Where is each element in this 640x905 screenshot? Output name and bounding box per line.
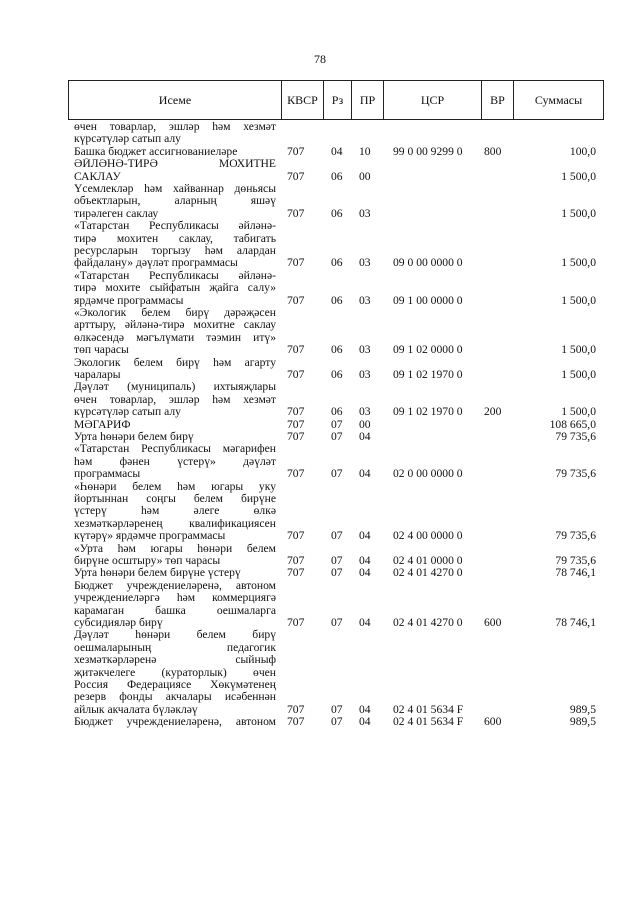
row-pr: 10 — [359, 144, 371, 158]
header-csr: ЦСР — [384, 81, 482, 119]
row-name-line: күрсәтүләр сатып алу — [74, 406, 181, 419]
row-csr: 02 4 01 5634 F — [393, 702, 464, 716]
row-rz: 06 — [331, 405, 343, 419]
row-name-line: «Һөнәри белем һәм югары уку — [74, 480, 276, 493]
table-row — [74, 357, 604, 382]
row-sum: 1 500,0 — [561, 169, 596, 183]
row-sum: 989,5 — [569, 702, 596, 716]
row-name-line: «Татарстан Республикасы әйләнә- — [74, 269, 276, 282]
row-rz: 04 — [331, 144, 343, 158]
row-pr: 03 — [359, 256, 371, 270]
row-name — [74, 220, 276, 270]
row-csr: 99 0 00 9299 0 — [393, 144, 463, 158]
row-name-line: программасы — [74, 468, 141, 481]
header-rz: Рз — [324, 81, 352, 119]
row-name — [74, 481, 276, 543]
row-name-line: күтәрү» ярдәмче программасы — [74, 530, 226, 543]
row-sum: 79 735,6 — [555, 554, 596, 567]
row-csr: 09 1 00 0000 0 — [393, 293, 463, 307]
row-csr: 02 4 00 0000 0 — [393, 529, 463, 543]
row-rz: 06 — [331, 368, 343, 381]
row-kvsr: 707 — [287, 368, 305, 381]
row-name-line: САКЛАУ — [74, 170, 121, 183]
row-kvsr: 707 — [287, 430, 305, 443]
row-kvsr: 707 — [287, 405, 305, 419]
header-sum: Суммасы — [534, 93, 583, 107]
table-row — [74, 629, 604, 716]
row-rz: 07 — [331, 430, 343, 443]
row-name-line: Урта һөнәри белем бирүне үстерү — [74, 567, 241, 580]
table-row — [74, 580, 604, 630]
row-sum: 1 500,0 — [561, 368, 596, 381]
row-name-line: айлык акчалата бүләкләү — [74, 703, 198, 716]
row-kvsr: 707 — [287, 256, 305, 270]
row-rz: 06 — [331, 206, 343, 220]
row-name-line: учреждениеләргә һәм коммерциягә — [74, 592, 276, 605]
row-kvsr: 707 — [287, 715, 305, 729]
row-rz: 06 — [331, 169, 343, 183]
row-rz: 07 — [331, 715, 343, 729]
row-name-line: «Татарстан Республикасы әйләнә- — [74, 220, 276, 233]
row-csr: 02 0 00 0000 0 — [393, 467, 463, 481]
table-row — [74, 716, 604, 728]
row-pr: 04 — [359, 529, 371, 543]
row-name-line: һәм фәнен үстерү» дәүләт — [74, 455, 276, 468]
row-kvsr: 707 — [287, 206, 305, 220]
row-sum: 79 735,6 — [555, 467, 596, 481]
table-row — [74, 443, 604, 480]
row-pr: 04 — [359, 616, 371, 629]
row-name-line: Урта һөнәри белем бирү — [74, 431, 194, 443]
row-pr: 03 — [359, 293, 371, 307]
table-header — [68, 80, 604, 120]
row-sum: 78 746,1 — [555, 616, 596, 629]
row-name-line: МӘГАРИФ — [74, 418, 131, 431]
table-row — [74, 183, 604, 220]
row-name-line: өчен товарлар, эшләр һәм хезмәт — [74, 121, 276, 133]
row-name-line: йортыннан соңгы белем бирүне — [74, 492, 276, 505]
row-name-line: ресурсларын торгызу һәм алардан — [74, 244, 276, 257]
row-pr: 00 — [359, 417, 371, 431]
row-name-line: тирә мохитен саклау, табигать — [74, 232, 276, 245]
row-rz: 07 — [331, 702, 343, 716]
row-name — [74, 270, 276, 307]
row-name-line: Бюджет учреждениеләренә, автоном — [74, 716, 276, 729]
row-name-line: ӘЙЛӘНӘ-ТИРӘ МОХИТНЕ — [74, 158, 276, 171]
header-name: Исеме — [69, 81, 282, 119]
row-name-line: арттыру, әйләнә-тирә мохитне саклау — [74, 319, 276, 332]
page-number: 78 — [314, 52, 326, 66]
row-pr: 04 — [359, 715, 371, 729]
row-kvsr: 707 — [287, 566, 305, 580]
row-pr: 03 — [359, 206, 371, 220]
row-name-line: Россия Федерациясе Хөкүмәтенең — [74, 678, 276, 691]
row-kvsr: 707 — [287, 417, 305, 431]
row-kvsr: 707 — [287, 529, 305, 543]
row-kvsr: 707 — [287, 616, 305, 629]
table-row — [74, 543, 604, 568]
table-row — [74, 220, 604, 270]
row-sum: 1 500,0 — [561, 343, 596, 357]
row-kvsr: 707 — [287, 169, 305, 183]
row-sum: 1 500,0 — [561, 256, 596, 270]
row-name-line: Бюджет учреждениеләренә, автоном — [74, 579, 276, 592]
row-kvsr: 707 — [287, 702, 305, 716]
row-kvsr: 707 — [287, 343, 305, 357]
row-csr: 02 4 01 5634 F — [393, 715, 464, 729]
row-rz: 07 — [331, 616, 343, 629]
row-vr: 600 — [484, 616, 502, 629]
row-csr: 02 4 01 4270 0 — [393, 566, 463, 580]
table-row — [74, 270, 604, 307]
table-row — [74, 121, 604, 146]
row-name-line: үстерү һәм әлеге өлкә — [74, 505, 276, 518]
row-name-line: өлкәсендә мәгълүмати тәэмин итү» — [74, 331, 276, 344]
row-name-line: Дәүләт һөнәри белем бирү — [74, 629, 276, 642]
header-kvsr: КВСР — [282, 81, 324, 119]
row-rz: 06 — [331, 256, 343, 270]
row-name-line: объектларын, аларның яшәү — [74, 195, 276, 208]
row-name-line: Башка бюджет ассигнованиеләре — [74, 145, 238, 158]
row-name — [74, 580, 276, 630]
row-csr: 02 4 01 4270 0 — [393, 616, 463, 629]
row-pr: 04 — [359, 554, 371, 567]
row-kvsr: 707 — [287, 467, 305, 481]
row-name-line: «Татарстан Республикасы мәгарифен — [74, 443, 276, 456]
row-vr: 800 — [484, 144, 502, 158]
row-rz: 07 — [331, 417, 343, 431]
row-name-line: оешмаларының педагогик — [74, 641, 276, 654]
row-name-line: «Урта һәм югары һөнәри белем — [74, 542, 276, 555]
row-name-line: Үсемлекләр һәм хайваннар дөньясы — [74, 183, 276, 195]
table-row — [74, 146, 604, 158]
row-name-line: карамаган башка оешмаларга — [74, 604, 276, 617]
row-name-line: Экологик белем бирү һәм агарту — [74, 356, 276, 369]
row-name — [74, 431, 276, 443]
table-row — [74, 481, 604, 543]
row-name — [74, 543, 276, 568]
row-name-line: резерв фонды акчалары исәбеннән — [74, 691, 276, 704]
row-name-line: файдалану» дәүләт программасы — [74, 257, 238, 270]
row-rz: 06 — [331, 343, 343, 357]
row-name — [74, 716, 276, 728]
row-pr: 00 — [359, 169, 371, 183]
row-rz: 07 — [331, 529, 343, 543]
row-pr: 04 — [359, 467, 371, 481]
row-sum: 989,5 — [569, 715, 596, 729]
row-pr: 03 — [359, 405, 371, 419]
row-kvsr: 707 — [287, 144, 305, 158]
row-name-line: чаралары — [74, 368, 121, 381]
row-name — [74, 381, 276, 418]
row-sum: 1 500,0 — [561, 405, 596, 419]
header-vr: ВР — [482, 81, 514, 119]
row-csr: 09 1 02 1970 0 — [393, 368, 463, 381]
row-pr: 04 — [359, 566, 371, 580]
table-row — [74, 381, 604, 418]
row-rz: 06 — [331, 293, 343, 307]
table-row — [74, 307, 604, 357]
row-pr: 04 — [359, 430, 371, 443]
row-rz: 07 — [331, 566, 343, 580]
row-pr: 04 — [359, 702, 371, 716]
row-name — [74, 357, 276, 382]
row-name — [74, 629, 276, 716]
row-name-line: ярдәмче программасы — [74, 294, 184, 307]
row-name — [74, 419, 276, 431]
row-name-line: җитәкчелеге (кураторлык) өчен — [74, 666, 276, 679]
row-name-line: хезмәткәрләренең квалификациясен — [74, 517, 276, 530]
row-name-line: өчен товарлар, эшләр һәм хезмәт — [74, 393, 276, 406]
row-vr: 200 — [484, 405, 502, 419]
row-name — [74, 567, 276, 579]
header-pr: ПР — [352, 81, 384, 119]
row-sum: 79 735,6 — [555, 529, 596, 543]
row-csr: 09 1 02 1970 0 — [393, 405, 463, 419]
table-row — [74, 158, 604, 183]
row-name — [74, 443, 276, 480]
row-name-line: «Экологик белем бирү дәрәҗәсен — [74, 307, 276, 319]
row-name-line: хезмәткәрләренә сыйныф — [74, 654, 276, 667]
row-csr: 02 4 01 0000 0 — [393, 554, 463, 567]
table-row — [74, 431, 604, 443]
row-rz: 07 — [331, 467, 343, 481]
row-name — [74, 307, 276, 357]
row-csr: 09 1 02 0000 0 — [393, 343, 463, 357]
row-name-line: тирәлеген саклау — [74, 207, 159, 220]
row-name-line: күрсәтүләр сатып алу — [74, 133, 181, 146]
row-kvsr: 707 — [287, 554, 305, 567]
row-name-line: субсидияләр бирү — [74, 616, 163, 629]
row-sum: 79 735,6 — [555, 430, 596, 443]
row-sum: 108 665,0 — [549, 417, 596, 431]
row-vr: 600 — [484, 715, 502, 729]
row-rz: 07 — [331, 554, 343, 567]
row-name — [74, 146, 276, 158]
row-name-line: төп чарасы — [74, 344, 129, 357]
row-pr: 03 — [359, 368, 371, 381]
row-csr: 09 0 00 0000 0 — [393, 256, 463, 270]
row-name-line: Дәүләт (муниципаль) ихтыяҗлары — [74, 381, 276, 394]
row-pr: 03 — [359, 343, 371, 357]
row-sum: 1 500,0 — [561, 206, 596, 220]
row-name — [74, 158, 276, 183]
row-sum: 1 500,0 — [561, 293, 596, 307]
row-sum: 78 746,1 — [555, 566, 596, 580]
row-kvsr: 707 — [287, 293, 305, 307]
row-name-line: тирә мохите сыйфатын җайга салу» — [74, 282, 276, 295]
table-row — [74, 567, 604, 579]
row-name — [74, 183, 276, 220]
row-sum: 100,0 — [569, 144, 596, 158]
row-name-line: бирүне осштыру» төп чарасы — [74, 554, 221, 567]
row-name — [74, 121, 276, 146]
